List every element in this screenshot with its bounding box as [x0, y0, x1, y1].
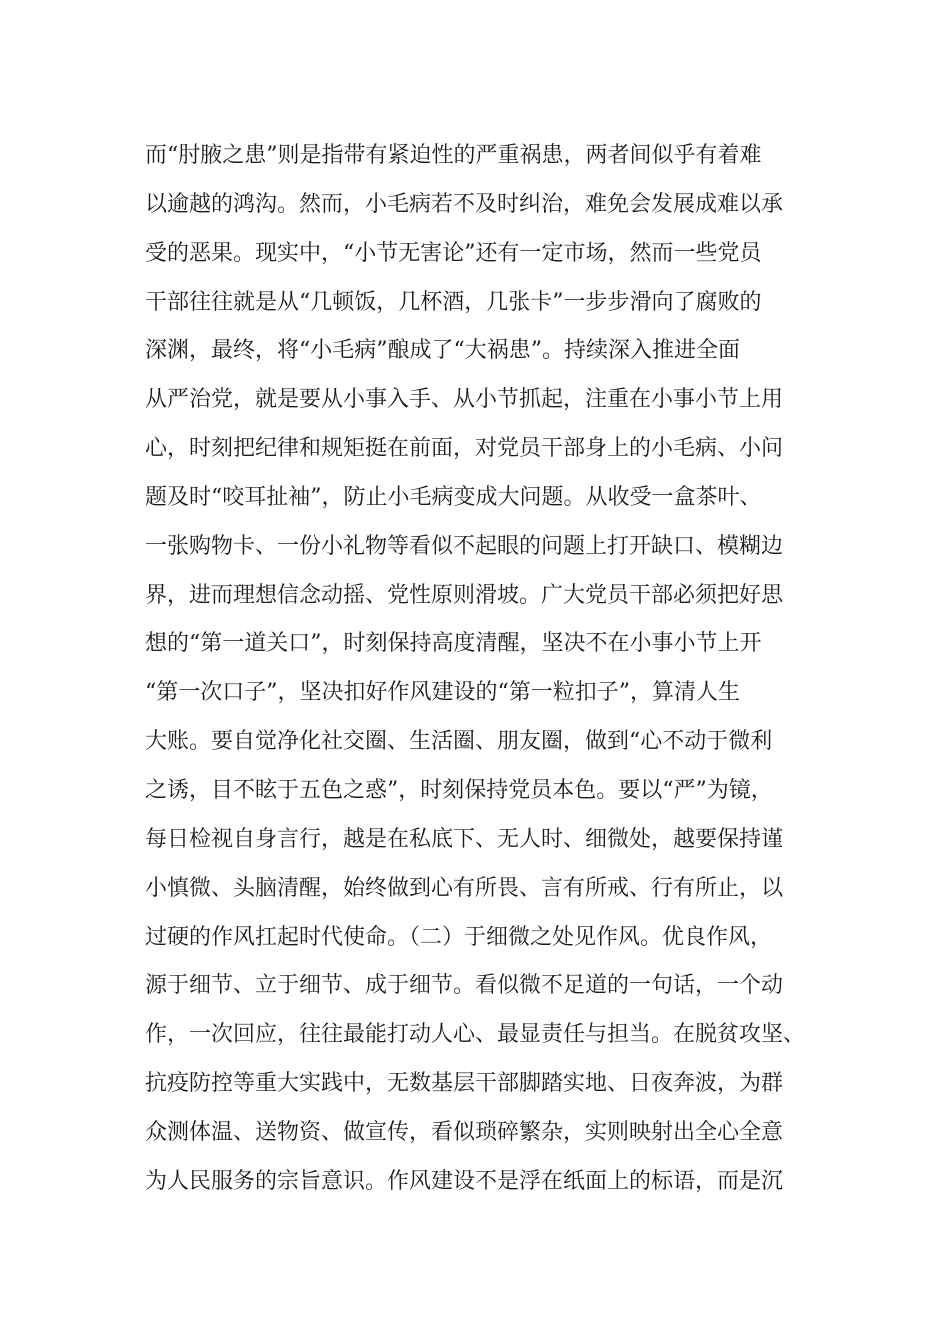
- text-line: 界，进而理想信念动摇、党性原则滑坡。广大党员干部必须把好思: [145, 582, 784, 608]
- text-line: 而“肘腋之患”则是指带有紧迫性的严重祸患，两者间似乎有着难: [145, 143, 762, 168]
- text-line: 小慎微、头脑清醒，始终做到心有所畏、言有所戒、行有所止，以: [145, 875, 784, 901]
- text-line: 一张购物卡、一份小礼物等看似不起眼的问题上打开缺口、模糊边: [145, 533, 784, 559]
- text-line: 为人民服务的宗旨意识。作风建设不是浮在纸面上的标语，而是沉: [145, 1168, 784, 1194]
- text-line: 抗疫防控等重大实践中，无数基层干部脚踏实地、日夜奔波，为群: [145, 1071, 784, 1097]
- body-paragraph: [145, 132, 810, 1207]
- text-line: 之诱，目不眩于五色之惑”，时刻保持党员本色。要以“严”为镜，: [145, 777, 773, 803]
- text-line: 从严治党，就是要从小事入手、从小节抓起，注重在小事小节上用: [145, 387, 784, 413]
- text-line: 干部往往就是从“几顿饭，几杯酒，几张卡”一步步滑向了腐败的: [145, 289, 762, 315]
- text-line: 想的“第一道关口”，时刻保持高度清醒，坚决不在小事小节上开: [145, 631, 762, 657]
- text-line: 心，时刻把纪律和规矩挺在前面，对党员干部身上的小毛病、小问: [145, 436, 784, 462]
- text-line: “第一次口子”，坚决扣好作风建设的“第一粒扣子”，算清人生: [145, 680, 740, 706]
- text-line: 作，一次回应，往往最能打动人心、最显责任与担当。在脱贫攻坚、: [145, 1022, 806, 1048]
- text-line: 每日检视自身言行，越是在私底下、无人时、细微处，越要保持谨: [145, 826, 784, 852]
- text-line: 以逾越的鸿沟。然而，小毛病若不及时纠治，难免会发展成难以承: [145, 191, 784, 217]
- text-line: 题及时“咬耳扯袖”，防止小毛病变成大问题。从收受一盒茶叶、: [145, 484, 762, 510]
- text-line: 源于细节、立于细节、成于细节。看似微不足道的一句话，一个动: [145, 973, 784, 999]
- text-line: 深渊，最终，将“小毛病”酿成了“大祸患”。持续深入推进全面: [145, 338, 740, 364]
- text-line: 大账。要自觉净化社交圈、生活圈、朋友圈，做到“心不动于微利: [145, 729, 773, 755]
- text-line: 受的恶果。现实中，“小节无害论”还有一定市场，然而一些党员: [145, 240, 762, 266]
- text-line: 众测体温、送物资、做宣传，看似琐碎繁杂，实则映射出全心全意: [145, 1119, 784, 1145]
- text-line: 过硬的作风扛起时代使命。（二）于细微之处见作风。优良作风，: [145, 924, 773, 950]
